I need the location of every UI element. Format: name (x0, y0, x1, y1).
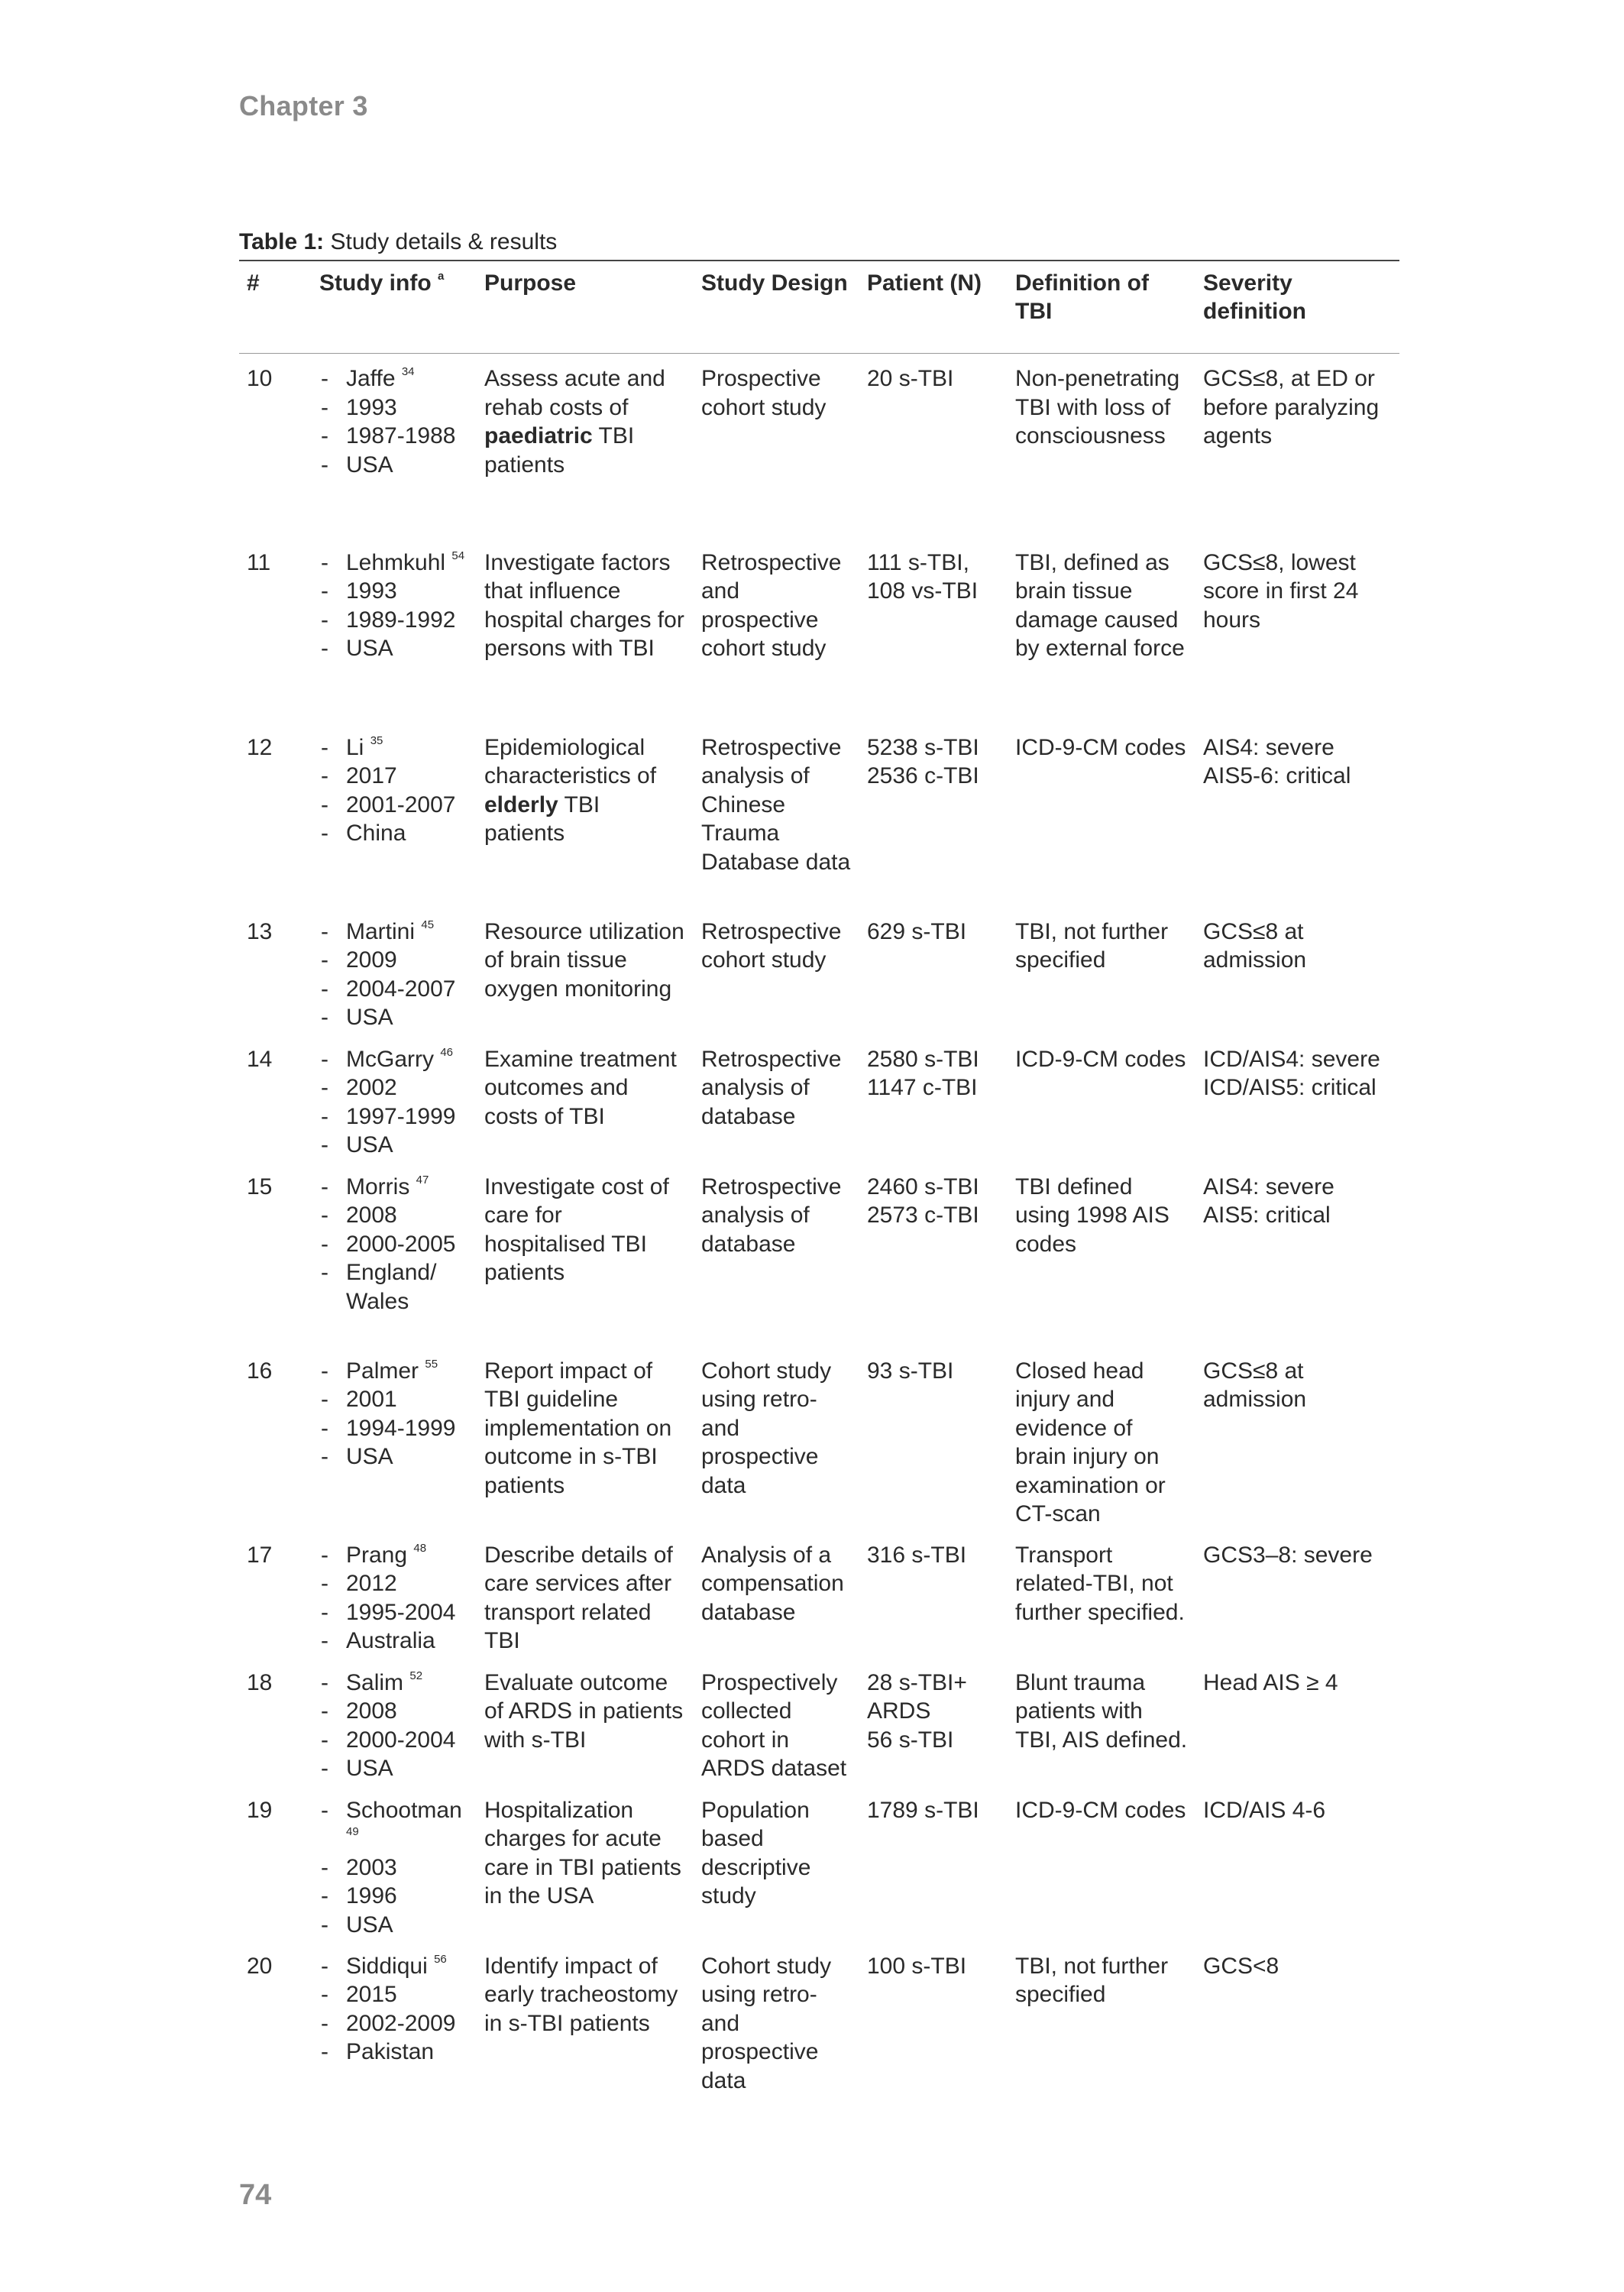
cell-num: 13 (247, 918, 273, 944)
study-author-name: Palmer (346, 1358, 419, 1384)
cell-patients: 629 s-TBI (867, 918, 967, 944)
study-country: - Australia (319, 1627, 469, 1656)
study-ref: 49 (346, 1825, 359, 1838)
study-ref: 46 (440, 1045, 454, 1059)
study-period: - 2004-2007 (319, 975, 469, 1004)
cell-definition: TBI, defined as brain tissue damage caused by external force (1015, 549, 1185, 661)
cell-patients: 2460 s-TBI 2573 c-TBI (867, 1174, 979, 1228)
study-ref: 52 (409, 1669, 423, 1682)
study-year: - 2002 (319, 1073, 469, 1102)
cell-severity: Head AIS ≥ 4 (1203, 1669, 1338, 1695)
study-author (319, 1045, 469, 1074)
cell-study-info (312, 723, 477, 907)
study-author (319, 1173, 469, 1202)
study-country: - USA (319, 1754, 469, 1783)
col-header-definition: Definition of TBI (1008, 261, 1195, 354)
study-period: - 1989-1992 (319, 606, 469, 635)
cell-study-info (312, 1658, 477, 1785)
cell-definition: TBI defined using 1998 AIS codes (1015, 1174, 1169, 1257)
cell-purpose (477, 907, 694, 1034)
table-row (239, 1162, 1399, 1346)
cell-purpose (477, 1346, 694, 1530)
purpose-text-end: TBI patients (484, 792, 600, 846)
cell-study-info (312, 354, 477, 538)
study-author (319, 1669, 469, 1698)
study-country: - Pakistan (319, 2038, 469, 2067)
cell-purpose (477, 1941, 694, 2096)
table-row (239, 1941, 1399, 2096)
study-country: - USA (319, 634, 469, 663)
col-header-purpose: Purpose (477, 261, 694, 354)
study-author (319, 733, 469, 762)
cell-severity: GCS≤8, lowest score in first 24 hours (1203, 549, 1359, 633)
cell-severity: GCS≤8 at admission (1203, 918, 1307, 973)
cell-definition: ICD-9-CM codes (1015, 1797, 1186, 1823)
table-caption (239, 229, 557, 255)
cell-definition: ICD-9-CM codes (1015, 734, 1186, 760)
cell-patients: 100 s-TBI (867, 1953, 967, 1979)
study-author (319, 918, 469, 947)
cell-study-info (312, 1346, 477, 1530)
study-country: - USA (319, 1003, 469, 1032)
cell-design: Prospectively collected cohort in ARDS dataset (701, 1669, 847, 1781)
study-author (319, 1952, 469, 1981)
table-header-row (239, 261, 1399, 354)
study-year: - 2012 (319, 1569, 469, 1598)
cell-severity: GCS3–8: severe (1203, 1542, 1373, 1568)
study-info-list (319, 733, 469, 848)
cell-patients: 2580 s-TBI 1147 c-TBI (867, 1046, 979, 1100)
cell-severity: GCS≤8 at admission (1203, 1358, 1307, 1412)
study-author-name: Morris (346, 1174, 410, 1199)
cell-severity: AIS4: severe AIS5-6: critical (1203, 734, 1351, 788)
study-period: - 2002-2009 (319, 2009, 469, 2038)
col-header-patients: Patient (N) (859, 261, 1008, 354)
study-year: - 1993 (319, 577, 469, 606)
study-ref: 45 (421, 918, 435, 931)
col-header-info-footnote: a (438, 270, 445, 283)
cell-design: Retrospective analysis of database (701, 1046, 842, 1129)
study-year: - 2003 (319, 1853, 469, 1882)
study-period: - 1996 (319, 1882, 469, 1911)
cell-design: Population based descriptive study (701, 1797, 811, 1908)
study-info-list (319, 1045, 469, 1160)
cell-study-info (312, 1034, 477, 1162)
cell-patients: 1789 s-TBI (867, 1797, 979, 1823)
study-year: - 2008 (319, 1697, 469, 1726)
study-country: - USA (319, 1131, 469, 1160)
purpose-text-end: TBI patients (484, 423, 635, 478)
study-info-list (319, 364, 469, 479)
chapter-title: Chapter 3 (239, 90, 368, 121)
study-info-list (319, 1357, 469, 1471)
study-year: - 2001 (319, 1385, 469, 1414)
cell-purpose (477, 1530, 694, 1658)
cell-purpose (477, 354, 694, 538)
col-header-design: Study Design (694, 261, 859, 354)
cell-purpose (477, 538, 694, 723)
study-author-name: Prang (346, 1542, 408, 1568)
cell-num: 10 (247, 366, 273, 391)
cell-num: 14 (247, 1046, 273, 1072)
study-author (319, 1357, 469, 1386)
table-caption-label: Table 1: (239, 229, 325, 254)
cell-definition: Transport related-TBI, not further specified. (1015, 1542, 1185, 1625)
cell-design: Cohort study using retro- and prospective data (701, 1358, 832, 1498)
cell-study-info (312, 1785, 477, 1941)
study-period: - 2000-2005 (319, 1230, 469, 1259)
cell-design: Prospective cohort study (701, 366, 827, 420)
purpose-text: Describe details of care services after transport related TBI (484, 1542, 673, 1653)
cell-num: 11 (247, 549, 271, 575)
study-info-list (319, 1669, 469, 1783)
cell-purpose (477, 1785, 694, 1941)
cell-num: 17 (247, 1542, 273, 1568)
table-row (239, 1785, 1399, 1941)
study-author (319, 1541, 469, 1570)
purpose-text: Investigate factors that influence hospital charges for persons with TBI (484, 549, 684, 661)
table-body (239, 354, 1399, 2096)
study-period: - 1994-1999 (319, 1414, 469, 1443)
purpose-text: Investigate cost of care for hospitalised TBI patients (484, 1174, 669, 1285)
cell-severity: AIS4: severe AIS5: critical (1203, 1174, 1334, 1228)
study-info-list (319, 1796, 469, 1940)
cell-purpose (477, 1034, 694, 1162)
cell-definition: Non-penetrating TBI with loss of consciousness (1015, 366, 1180, 448)
study-period: - 2000-2004 (319, 1726, 469, 1755)
cell-design: Analysis of a compensation database (701, 1542, 844, 1625)
study-year: - 2017 (319, 762, 469, 791)
page-number: 74 (239, 2179, 272, 2211)
table-row (239, 1034, 1399, 1162)
cell-num: 15 (247, 1174, 273, 1199)
purpose-emphasis: paediatric (484, 423, 593, 448)
study-ref: 48 (413, 1541, 427, 1555)
cell-design: Retrospective analysis of database (701, 1174, 842, 1257)
cell-severity: ICD/AIS4: severe ICD/AIS5: critical (1203, 1046, 1380, 1100)
cell-design: Retrospective and prospective cohort study (701, 549, 842, 661)
study-year: - 2009 (319, 946, 469, 975)
cell-definition: TBI, not further specified (1015, 1953, 1169, 2007)
cell-design: Retrospective analysis of Chinese Trauma Database data (701, 734, 851, 875)
cell-severity: GCS≤8, at ED or before paralyzing agents (1203, 366, 1380, 448)
cell-definition: TBI, not further specified (1015, 918, 1169, 973)
purpose-text: Hospitalization charges for acute care in TBI patients in the USA (484, 1797, 681, 1908)
cell-patients: 93 s-TBI (867, 1358, 954, 1384)
table-row (239, 538, 1399, 723)
purpose-text: Report impact of TBI guideline implementation on outcome in s-TBI patients (484, 1358, 672, 1498)
study-author (319, 364, 469, 393)
study-ref: 35 (370, 733, 383, 747)
cell-patients: 5238 s-TBI 2536 c-TBI (867, 734, 979, 788)
study-ref: 54 (451, 549, 465, 562)
cell-patients: 316 s-TBI (867, 1542, 967, 1568)
col-header-info (312, 261, 477, 354)
table-row (239, 907, 1399, 1034)
cell-design: Cohort study using retro- and prospective data (701, 1953, 832, 2093)
study-country: - USA (319, 1442, 469, 1471)
study-info-list (319, 1952, 469, 2067)
study-country: - China (319, 819, 469, 848)
cell-num: 16 (247, 1358, 273, 1384)
study-ref: 34 (401, 365, 415, 378)
study-country: - USA (319, 451, 469, 480)
study-author-name: Li (346, 734, 364, 760)
cell-definition: Blunt trauma patients with TBI, AIS defined. (1015, 1669, 1188, 1753)
cell-patients: 28 s-TBI+ ARDS 56 s-TBI (867, 1669, 967, 1753)
study-period: - 1997-1999 (319, 1102, 469, 1131)
cell-patients: 20 s-TBI (867, 366, 954, 391)
purpose-text: Identify impact of early tracheostomy in s-TBI patients (484, 1953, 678, 2036)
cell-study-info (312, 538, 477, 723)
study-author (319, 549, 469, 578)
cell-num: 20 (247, 1953, 273, 1979)
study-author-name: Siddiqui (346, 1953, 428, 1979)
study-year: - 2008 (319, 1201, 469, 1230)
table-caption-text: Study details & results (330, 229, 558, 254)
study-ref: 55 (425, 1357, 438, 1371)
table-row (239, 354, 1399, 538)
col-header-num: # (239, 261, 312, 354)
study-info-list (319, 1173, 469, 1316)
study-period: - 2001-2007 (319, 791, 469, 820)
col-header-severity: Severity definition (1195, 261, 1399, 354)
table-row (239, 1530, 1399, 1658)
cell-purpose (477, 1162, 694, 1346)
study-period: - 1995-2004 (319, 1598, 469, 1627)
purpose-text: Epidemiological characteristics of (484, 734, 657, 788)
cell-definition: ICD-9-CM codes (1015, 1046, 1186, 1072)
study-author-name: McGarry (346, 1046, 434, 1072)
study-country: - England/ Wales (319, 1258, 469, 1316)
study-info-list (319, 549, 469, 663)
study-author-name: Schootman (346, 1797, 462, 1823)
cell-study-info (312, 907, 477, 1034)
study-author-name: Salim (346, 1669, 404, 1695)
purpose-text: Evaluate outcome of ARDS in patients with s-TBI (484, 1669, 684, 1753)
cell-severity: ICD/AIS 4-6 (1203, 1797, 1326, 1823)
study-ref: 47 (416, 1173, 429, 1186)
study-ref: 56 (434, 1952, 447, 1966)
study-author-name: Lehmkuhl (346, 549, 446, 575)
cell-purpose (477, 723, 694, 907)
study-year: - 1993 (319, 393, 469, 422)
table-row (239, 1658, 1399, 1785)
cell-patients: 111 s-TBI, 108 vs-TBI (867, 549, 979, 604)
study-author-name: Martini (346, 918, 416, 944)
cell-num: 18 (247, 1669, 273, 1695)
cell-severity: GCS<8 (1203, 1953, 1279, 1979)
study-author (319, 1796, 469, 1853)
cell-study-info (312, 1941, 477, 2096)
purpose-text: Resource utilization of brain tissue oxygen monitoring (484, 918, 684, 1002)
study-period: - 1987-1988 (319, 422, 469, 451)
study-author-name: Jaffe (346, 366, 396, 391)
cell-study-info (312, 1162, 477, 1346)
purpose-text: Examine treatment outcomes and costs of TBI (484, 1046, 677, 1129)
table-row (239, 723, 1399, 907)
cell-num: 12 (247, 734, 273, 760)
cell-design: Retrospective cohort study (701, 918, 842, 973)
study-country: - USA (319, 1911, 469, 1940)
cell-num: 19 (247, 1797, 273, 1823)
cell-study-info (312, 1530, 477, 1658)
study-info-list (319, 918, 469, 1032)
col-header-info-label: Study info (319, 270, 432, 296)
purpose-text: Assess acute and rehab costs of (484, 366, 665, 420)
study-year: - 2015 (319, 1980, 469, 2009)
cell-definition: Closed head injury and evidence of brain injury on examination or CT-scan (1015, 1358, 1166, 1526)
table-row (239, 1346, 1399, 1530)
cell-purpose (477, 1658, 694, 1785)
study-table (239, 260, 1399, 2095)
study-info-list (319, 1541, 469, 1656)
purpose-emphasis: elderly (484, 792, 558, 817)
